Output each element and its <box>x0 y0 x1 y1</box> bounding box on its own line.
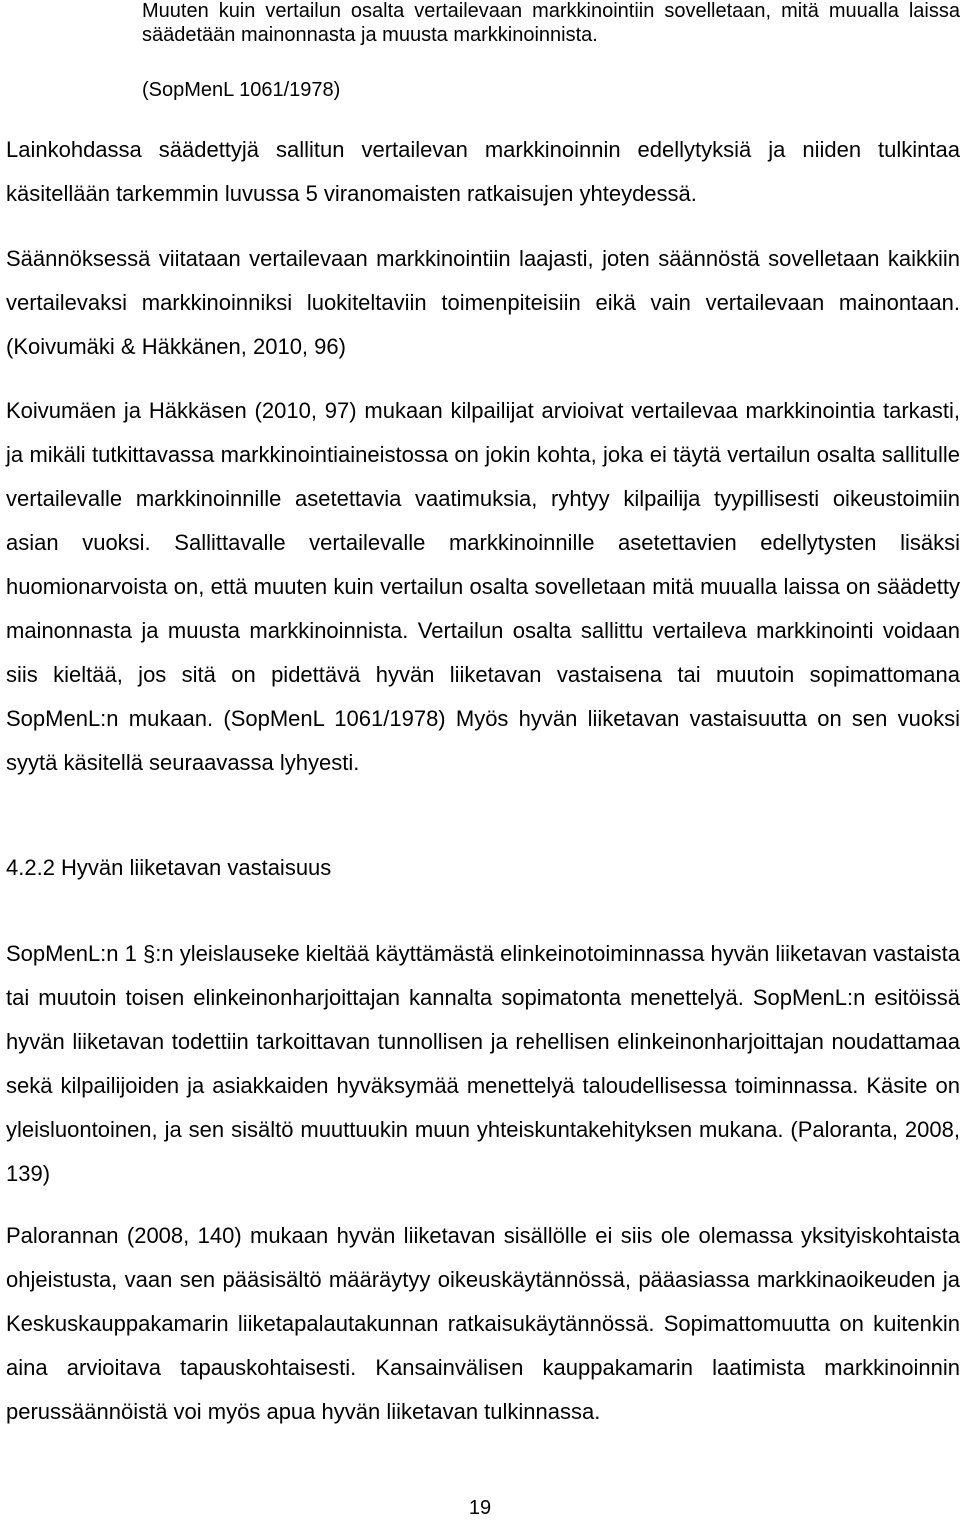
quoted-law-reference: (SopMenL 1061/1978) <box>142 79 341 101</box>
paragraph-5: Palorannan (2008, 140) mukaan hyvän liiketavan sisällölle ei siis ole olemassa yksityiskohtaista ohjeistusta, vaan sen pääsisältö määräytyy oikeuskäytännössä, pääasiassa markkinaoikeuden ja Keskuskauppakamarin liiketapalautakunnan ratkaisukäytännössä. Sopimattomuutta on kuitenkin aina arvioitava tapauskohtaisesti. Kansainvälisen kauppakamarin laatimista markkinoinnin perussäännöistä voi myös apua hyvän liiketavan tulkinnassa. <box>6 1223 960 1424</box>
paragraph-2: Säännöksessä viitataan vertailevaan markkinointiin laajasti, joten säännöstä sovelletaan kaikkiin vertailevaksi markkinoinniksi luokiteltaviin toimenpiteisiin eikä vain vertailevaan mainontaan. (Koivumäki & Häkkänen, 2010, 96) <box>6 246 960 359</box>
paragraph-1: Lainkohdassa säädettyjä sallitun vertailevan markkinoinnin edellytyksiä ja niiden tulkintaa käsitellään tarkemmin luvussa 5 viranomaisten ratkaisujen yhteydessä. <box>6 137 960 206</box>
section-heading: 4.2.2 Hyvän liiketavan vastaisuus <box>6 855 332 880</box>
paragraph-3: Koivumäen ja Häkkäsen (2010, 97) mukaan kilpailijat arvioivat vertailevaa markkinointia tarkasti, ja mikäli tutkittavassa markkinointiaineistossa on jokin kohta, joka ei täytä vertailun osalta sallitulle vertailevalle markkinoinnille asetettavia vaatimuksia, ryhtyy kilpailija tyypillisesti oikeustoimiin asian vuoksi. Sallittavalle vertailevalle markkinoinnille asetettavien edellytysten lisäksi huomionarvoista on, että muuten kuin vertailun osalta sovelletaan mitä muualla laissa on säädetty mainonnasta ja muusta markkinoinnista. Vertailun osalta sallittu vertaileva markkinointi voidaan siis kieltää, jos sitä on pidettävä hyvän liiketavan vastaisena tai muutoin sopimattomana SopMenL:n mukaan. (SopMenL 1061/1978) Myös hyvän liiketavan vastaisuutta on sen vuoksi syytä käsitellä seuraavassa lyhyesti. <box>6 398 960 775</box>
page-number: 19 <box>468 1497 492 1519</box>
paragraph-4: SopMenL:n 1 §:n yleislauseke kieltää käyttämästä elinkeinotoiminnassa hyvän liiketavan vastaista tai muutoin toisen elinkeinonharjoittajan kannalta sopimatonta menettelyä. SopMenL:n esitöissä hyvän liiketavan todettiin tarkoittavan tunnollisen ja rehellisen elinkeinonharjoittajan noudattamaa sekä kilpailijoiden ja asiakkaiden hyväksymää menettelyä taloudellisessa toiminnassa. Käsite on yleisluontoinen, ja sen sisältö muuttuukin muun yhteiskuntakehityksen mukana. (Paloranta, 2008, 139) <box>6 941 960 1186</box>
quoted-law-text: Muuten kuin vertailun osalta vertailevaan markkinointiin sovelletaan, mitä muualla laissa säädetään mainonnasta ja muusta markkinoinnista. <box>142 0 960 46</box>
